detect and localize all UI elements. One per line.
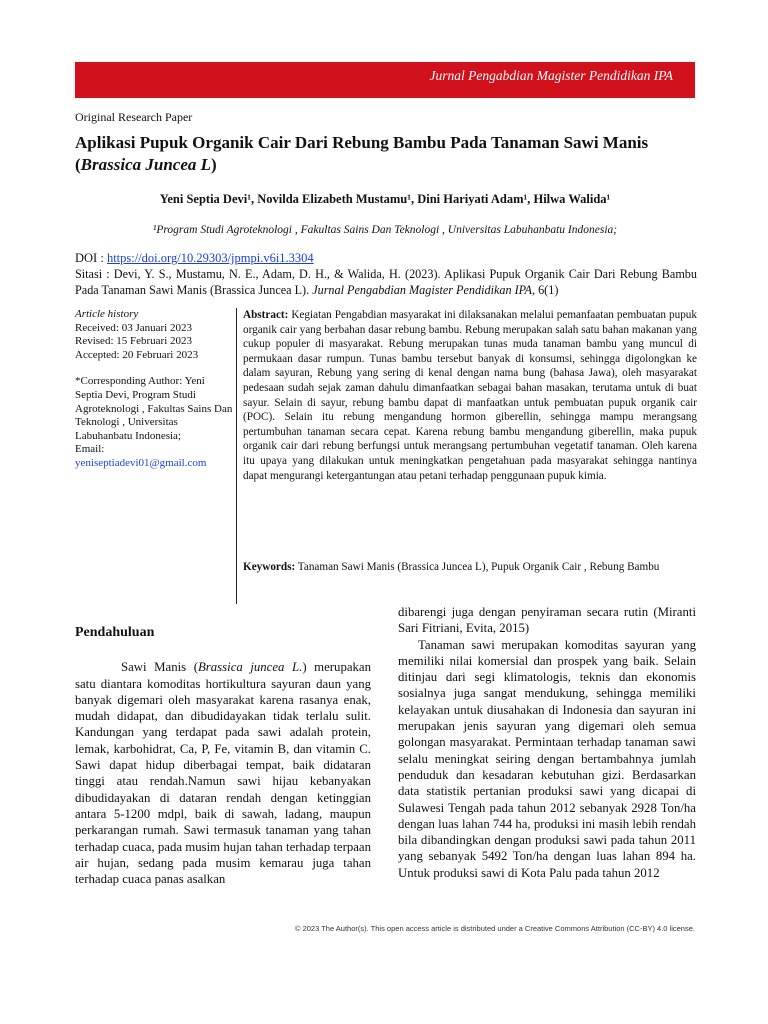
affiliation: ¹Program Studi Agroteknologi , Fakultas Sains Dan Teknologi , Universitas Labuhanbatu Indonesia; bbox=[152, 224, 618, 236]
abstract-label: Abstract: bbox=[243, 309, 289, 321]
intro-species: Brassica juncea L. bbox=[197, 660, 303, 675]
title-main: Aplikasi Pupuk Organik Cair Dari Rebung Bambu Pada Tanaman Sawi Manis ( bbox=[75, 133, 649, 174]
abstract-text: Kegiatan Pengabdian masyarakat ini dilaksanakan melalui pemanfaatan pembuatan pupuk organik cair yang berbahan dasar rebung bambu. Rebung merupakan salah satu bahan makanan yang cukup populer di masyarakat. Rebung merupakan tunas muda tanaman bambu yang muncul di permukaan dasar rumpun. Tunas bambu tersebut banyak di konsumsi, sehingga digolongkan ke dalam sayuran, Rebung yang sering di kenal dengan nama bung (bahasa Jawa), oleh masyarakat pedesaan sudah sejak zaman dahulu dimanfaatkan sebagai bahan masakan, terutama untuk di buat sayur. Selain di sayur, rebung bambu dapat di manfaatkan untuk pembuatan pupuk organik cair (POC). Selain itu rebung mengandung hormon giberellin, sehingga mampu merangsang pertumbuhan tanaman secara cepat. Karena rebung bambu mengandung giberellin, maka pupuk organik cair dari rebung berfungsi untuk merangsang pertumbuhan vegetatif tanaman. Oleh karena itu upaya yang dilakukan untuk meningkatkan pengetahuan pada masyarakat sehingga nantinya dapat mengurangi ketergantungan atau petani terhadap penggunaan pupuk kimia. bbox=[243, 309, 697, 482]
right-paragraph-2: Tanaman sawi merupakan komoditas sayuran yang memiliki nilai komersial dan prospek yang baik. Selain ditinjau dari segi klimatologis, teknis dan ekonomis sosialnya juga sangat mendukung, sehingga memiliki kelayakan untuk diusahakan di Indonesia dan sayuran ini merupakan jenis sayuran yang digemari oleh semua golongan masyarakat. Permintaan terhadap tanaman sawi selalu meningkat seiring dengan bertambahnya jumlah penduduk dan kesadaran kebutuhan gizi. Berdasarkan data statistik pertanian produksi sawi yang dicapai di Sulawesi Tengah pada tahun 2012 sebanyak 2928 Ton/ha dengan luas lahan 744 ha, produksi ini masih lebih rendah bila dibandingkan dengan produksi sawi pada tahun 2011 yang sebanyak 5492 Ton/ha dengan luas lahan 894 ha. Untuk produksi sawi di Kota Palu pada tahun 2012 bbox=[398, 637, 696, 880]
doi-label: DOI : bbox=[75, 251, 107, 265]
email-label: Email: bbox=[75, 443, 105, 456]
body-column-right bbox=[398, 604, 696, 881]
right-paragraph-1: dibarengi juga dengan penyiraman secara rutin (Miranti Sari Fitriani, Evita, 2015) bbox=[398, 605, 696, 636]
title-close: ) bbox=[211, 155, 217, 174]
abstract-divider bbox=[236, 308, 237, 604]
abstract bbox=[243, 308, 697, 483]
paper-type: Original Research Paper bbox=[75, 110, 193, 124]
email-link[interactable]: yeniseptiadevi01@gmail.com bbox=[75, 456, 207, 469]
article-sidebar bbox=[75, 308, 235, 471]
paper-title bbox=[75, 132, 700, 176]
intro-rest: ) merupakan satu diantara komoditas hortikultura sayuran daun yang banyak digemari oleh masyarakat karena rasanya enak, mudah didapat, dan dibudidayakan tidak terlalu sulit. Kandungan yang terdapat pada sawi adalah protein, lemak, karbohidrat, Ca, P, Fe, vitamin B, dan vitamin C. Sawi dapat hidup diberbagai tempat, baik didataran tinggi atau rendah.Namun sawi hijau kebanyakan dibudidayakan di dataran rendah dengan ketinggian antara 5-1200 mdpl, baik di sawah, ladang, maupun perkarangan rumah. Sawi termasuk tanaman yang tahan terhadap cuaca, pada musim hujan tahan terhadap terpaan air hujan, sedang pada musim kemarau juga tahan terhadap cuaca panas asalkan bbox=[75, 660, 371, 887]
article-history-title: Article history bbox=[75, 308, 139, 320]
received-date: Received: 03 Januari 2023 bbox=[75, 321, 192, 334]
journal-name: Jurnal Pengabdian Magister Pendidikan IPA bbox=[429, 68, 673, 83]
body-column-left bbox=[75, 625, 371, 887]
intro-start: Sawi Manis ( bbox=[121, 660, 198, 675]
section-heading: Pendahuluan bbox=[75, 625, 155, 640]
citation-prefix: Sitasi : Devi, Y. S., Mustamu, N. E., Adam, D. H., & Walida, H. (2023). Aplikasi Pupuk Organik Cair Dari Rebung Bambu Pada Tanaman Sawi Manis (Brassica Juncea L). bbox=[75, 267, 697, 297]
citation-suffix: , 6(1) bbox=[531, 283, 559, 297]
intro-paragraph bbox=[75, 659, 371, 887]
title-species: Brassica Juncea L bbox=[80, 155, 212, 174]
citation-journal: Jurnal Pengabdian Magister Pendidikan IPA bbox=[312, 283, 532, 297]
license-footer: © 2023 The Author(s). This open access article is distributed under a Creative Commons Attribution (CC-BY) 4.0 license. bbox=[294, 924, 695, 933]
authors: Yeni Septia Devi¹, Novilda Elizabeth Mustamu¹, Dini Hariyati Adam¹, Hilwa Walida¹ bbox=[159, 192, 611, 206]
keywords bbox=[243, 560, 697, 575]
journal-banner bbox=[75, 62, 695, 98]
accepted-date: Accepted: 20 Februari 2023 bbox=[75, 348, 199, 361]
keywords-text: Tanaman Sawi Manis (Brassica Juncea L), Pupuk Organik Cair , Rebung Bambu bbox=[295, 561, 660, 573]
corresponding-author: *Corresponding Author: Yeni Septia Devi, Program Studi Agroteknologi , Fakultas Sains Dan Teknologi , Universitas Labuhanbatu Indonesia; bbox=[75, 375, 233, 442]
doi-link[interactable]: https://doi.org/10.29303/jpmpi.v6i1.3304 bbox=[106, 251, 314, 265]
citation bbox=[75, 266, 697, 298]
revised-date: Revised: 15 Februari 2023 bbox=[75, 335, 193, 348]
keywords-label: Keywords: bbox=[243, 561, 296, 573]
doi-line bbox=[75, 251, 314, 266]
